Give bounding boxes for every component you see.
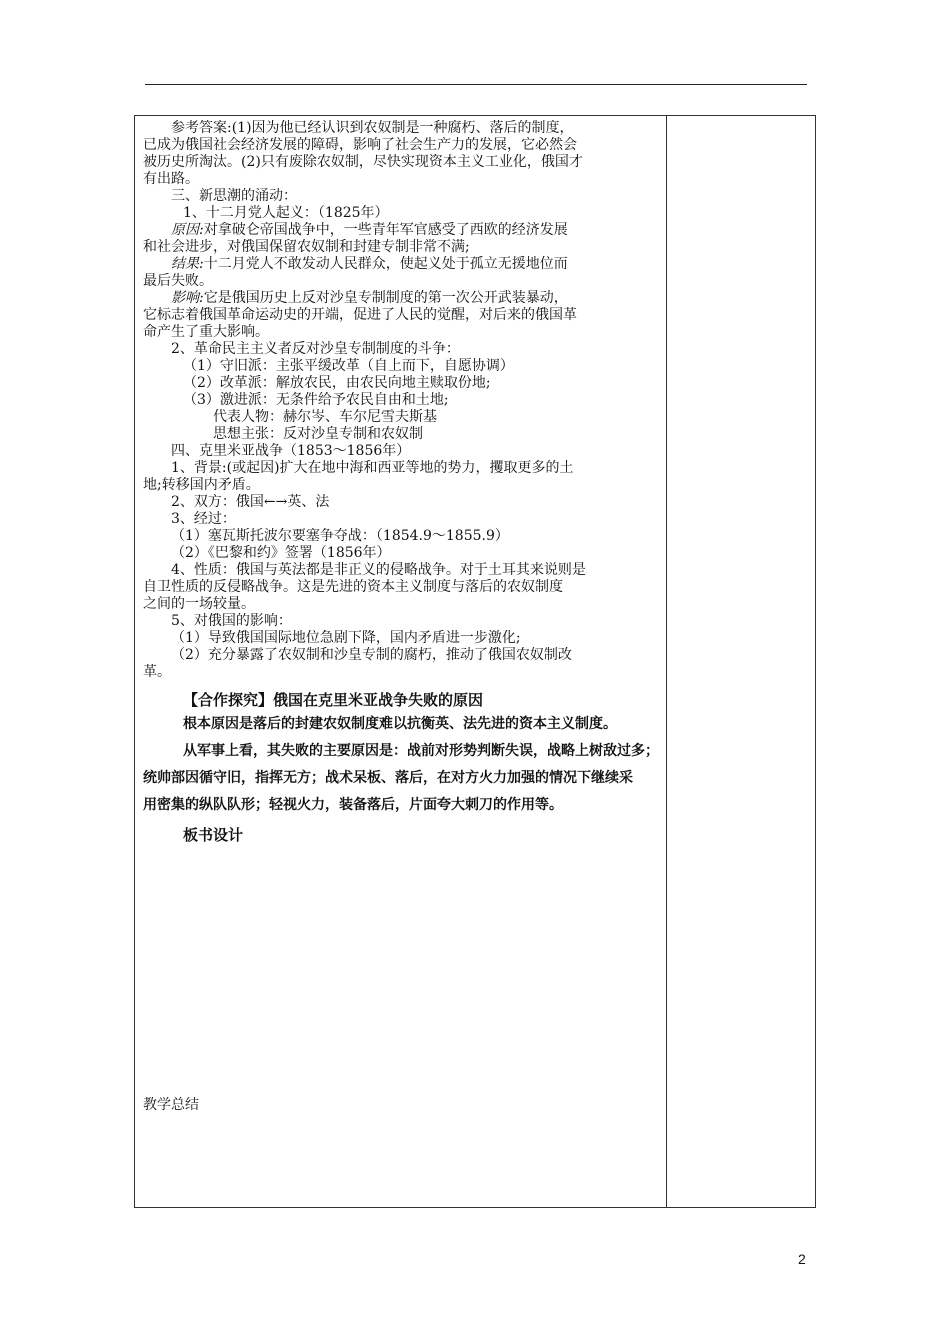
text-line <box>143 188 663 205</box>
teaching-summary-label: 教学总结 <box>143 1097 199 1113</box>
line-text: （1）塞瓦斯托波尔要塞争夺战：（1854.9～1855.9） <box>171 528 509 544</box>
line-text: 之间的一场较量。 <box>143 596 255 612</box>
line-text: 自卫性质的反侵略战争。这是先进的资本主义制度与落后的农奴制度 <box>143 579 563 595</box>
text-line <box>143 222 663 239</box>
text-line <box>143 562 663 579</box>
line-text: 1、十二月党人起义：（1825年） <box>183 205 389 221</box>
text-line <box>143 596 663 613</box>
column-divider <box>666 116 667 1207</box>
text-line <box>143 256 663 273</box>
text-line <box>143 273 663 290</box>
text-line <box>143 120 663 137</box>
lesson-table <box>134 115 816 1208</box>
line-text: 思想主张：反对沙皇专制和农奴制 <box>213 426 423 442</box>
line-text: 4、性质：俄国与英法都是非正义的侵略战争。对于土耳其来说则是 <box>171 562 586 578</box>
line-text: （1）守旧派：主张平缓改革（自上而下，自愿协调） <box>183 358 514 374</box>
text-line <box>143 392 663 409</box>
text-line <box>143 358 663 375</box>
lesson-content-cell <box>143 120 663 847</box>
inquiry-line: 根本原因是落后的封建农奴制度难以抗衡英、法先进的资本主义制度。 <box>183 716 617 732</box>
text-line <box>143 324 663 341</box>
text-line <box>143 137 663 154</box>
lesson-text <box>143 120 663 681</box>
board-design-heading: 板书设计 <box>183 826 244 844</box>
text-line <box>143 171 663 188</box>
inquiry-line: 从军事上看，其失败的主要原因是：战前对形势判断失误，战略上树敌过多； <box>183 743 659 759</box>
line-label: 原因: <box>171 222 204 238</box>
line-text: 已成为俄国社会经济发展的障碍，影响了社会生产力的发展，它必然会 <box>143 137 577 153</box>
line-text: 2、双方：俄国←→英、法 <box>171 494 330 510</box>
line-text: 三、新思潮的涌动： <box>171 188 297 204</box>
text-line <box>143 375 663 392</box>
line-text: （2）充分暴露了农奴制和沙皇专制的腐朽，推动了俄国农奴制改 <box>171 647 572 663</box>
line-label: 结果: <box>171 256 204 272</box>
line-text: 5、对俄国的影响： <box>171 613 292 629</box>
inquiry-line: 统帅部因循守旧，指挥无方；战术呆板、落后，在对方火力加强的情况下继续采 <box>143 770 633 786</box>
text-line <box>143 477 663 494</box>
text-line <box>143 443 663 460</box>
text-line <box>143 307 663 324</box>
text-line <box>143 426 663 443</box>
line-text: 地;转移国内矛盾。 <box>143 477 260 493</box>
text-line <box>143 494 663 511</box>
text-line <box>143 579 663 596</box>
line-text: 四、克里米亚战争（1853～1856年） <box>171 443 411 459</box>
line-label: 影响: <box>171 290 204 306</box>
text-line <box>143 630 663 647</box>
text-line <box>143 664 663 681</box>
line-text: 对拿破仑帝国战争中，一些青年军官感受了西欧的经济发展 <box>203 222 568 238</box>
line-text: 被历史所淘汰。(2)只有废除农奴制，尽快实现资本主义工业化，俄国才 <box>143 154 583 170</box>
text-line <box>143 511 663 528</box>
inquiry-text <box>143 711 663 819</box>
line-text: 有出路。 <box>143 171 199 187</box>
text-line <box>143 154 663 171</box>
line-text: 3、经过： <box>171 511 236 527</box>
line-text: 它是俄国历史上反对沙皇专制制度的第一次公开武装暴动， <box>203 290 568 306</box>
line-text: （2）改革派：解放农民，由农民向地主赎取份地; <box>183 375 491 391</box>
line-text: 最后失败。 <box>143 273 213 289</box>
line-text: 十二月党人不敢发动人民群众，使起义处于孤立无援地位而 <box>203 256 568 272</box>
inquiry-title: 【合作探究】俄国在克里米亚战争失败的原因 <box>183 691 484 709</box>
line-text: 1、背景:(或起因)扩大在地中海和西亚等地的势力，攫取更多的土 <box>171 460 574 476</box>
text-line <box>143 545 663 562</box>
text-line <box>143 613 663 630</box>
page-number: 2 <box>798 1251 806 1267</box>
line-text: 代表人物：赫尔岑、车尔尼雪夫斯基 <box>213 409 437 425</box>
text-line <box>143 647 663 664</box>
line-text: 2、革命民主主义者反对沙皇专制制度的斗争： <box>171 341 460 357</box>
text-line <box>143 205 663 222</box>
text-line <box>143 460 663 477</box>
line-text: 和社会进步，对俄国保留农奴制和封建专制非常不满; <box>143 239 470 255</box>
text-line <box>143 290 663 307</box>
line-text: 命产生了重大影响。 <box>143 324 269 340</box>
line-text: 它标志着俄国革命运动史的开端，促进了人民的觉醒，对后来的俄国革 <box>143 307 577 323</box>
header-rule <box>145 84 807 85</box>
line-text: 革。 <box>143 664 171 680</box>
line-text: （3）激进派：无条件给予农民自由和土地; <box>183 392 449 408</box>
text-line <box>143 341 663 358</box>
text-line <box>143 239 663 256</box>
line-text: （2）《巴黎和约》签署（1856年） <box>171 545 391 561</box>
text-line <box>143 528 663 545</box>
line-text: 参考答案:(1)因为他已经认识到农奴制是一种腐朽、落后的制度， <box>171 120 574 136</box>
line-text: （1）导致俄国国际地位急剧下降，国内矛盾进一步激化; <box>171 630 521 646</box>
inquiry-line: 用密集的纵队队形；轻视火力，装备落后，片面夸大刺刀的作用等。 <box>143 797 563 813</box>
text-line <box>143 409 663 426</box>
